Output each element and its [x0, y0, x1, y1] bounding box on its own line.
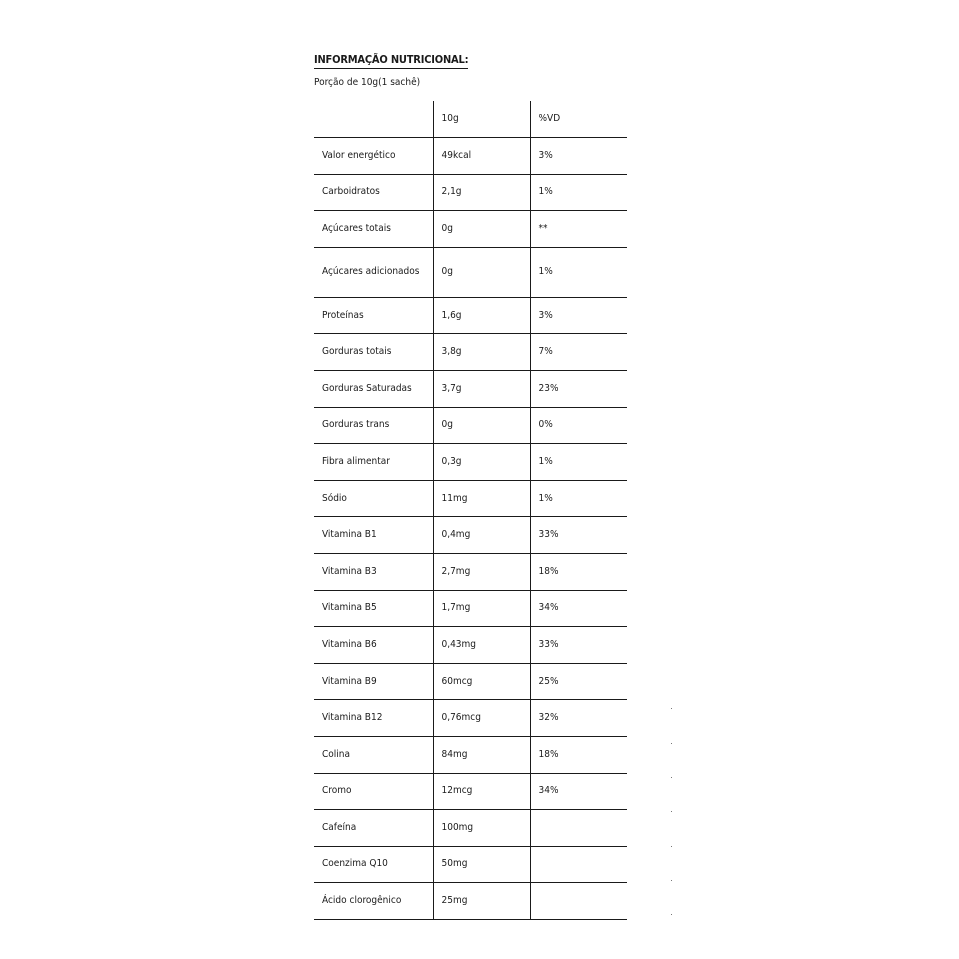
nutrient-daily-value: 3%: [530, 297, 627, 334]
nutrient-daily-value: 0%: [530, 407, 627, 444]
nutrient-daily-value: 23%: [530, 370, 627, 407]
nutrient-name: Açúcares adicionados: [314, 247, 433, 297]
nutrient-daily-value: 1%: [530, 247, 627, 297]
nutrient-name: Fibra alimentar: [314, 444, 433, 481]
dot-mark: [671, 743, 672, 744]
portion-size: Porção de 10g(1 sachê): [314, 77, 421, 88]
nutrient-amount: 84mg: [433, 736, 530, 773]
nutrient-name: Cafeína: [314, 810, 433, 847]
nutrient-amount: 0g: [433, 211, 530, 248]
nutrient-daily-value: 34%: [530, 773, 627, 810]
nutrient-amount: 1,6g: [433, 297, 530, 334]
table-row: [314, 773, 627, 810]
dot-mark: [671, 708, 672, 709]
dot-mark: [671, 811, 672, 812]
table-row: [314, 553, 627, 590]
nutrient-name: Vitamina B9: [314, 663, 433, 700]
table-row: [314, 883, 627, 920]
table-row: [314, 846, 627, 883]
nutrient-daily-value: 18%: [530, 736, 627, 773]
nutrient-name: Vitamina B5: [314, 590, 433, 627]
nutrient-name: Colina: [314, 736, 433, 773]
nutrient-name: Gorduras trans: [314, 407, 433, 444]
nutrient-amount: 0,3g: [433, 444, 530, 481]
nutrient-daily-value: [530, 846, 627, 883]
table-row: [314, 211, 627, 248]
nutrient-daily-value: 34%: [530, 590, 627, 627]
nutrient-daily-value: 33%: [530, 517, 627, 554]
nutrient-name: Sódio: [314, 480, 433, 517]
nutrient-amount: 12mcg: [433, 773, 530, 810]
table-row: [314, 590, 627, 627]
nutrient-name: Gorduras totais: [314, 334, 433, 371]
nutrient-daily-value: 3%: [530, 138, 627, 175]
table-row: [314, 810, 627, 847]
table-row: [314, 736, 627, 773]
nutrient-amount: 0g: [433, 247, 530, 297]
nutrient-daily-value: [530, 810, 627, 847]
table-row: [314, 247, 627, 297]
nutrient-daily-value: 25%: [530, 663, 627, 700]
nutrient-name: Cromo: [314, 773, 433, 810]
table-row: [314, 138, 627, 175]
dot-mark: [671, 880, 672, 881]
header-daily-value: %VD: [530, 101, 627, 138]
nutrient-amount: 11mg: [433, 480, 530, 517]
nutrient-daily-value: 18%: [530, 553, 627, 590]
nutrient-name: Proteínas: [314, 297, 433, 334]
table-row: [314, 407, 627, 444]
nutrient-name: Açúcares totais: [314, 211, 433, 248]
nutrient-amount: 2,7mg: [433, 553, 530, 590]
table-row: [314, 370, 627, 407]
table-row: [314, 663, 627, 700]
dot-mark: [671, 777, 672, 778]
dot-mark: [671, 846, 672, 847]
header-nutrient: [314, 101, 433, 138]
nutrient-amount: 1,7mg: [433, 590, 530, 627]
nutrient-daily-value: 1%: [530, 174, 627, 211]
nutrition-title: INFORMAÇÃO NUTRICIONAL:: [314, 53, 468, 69]
nutrient-amount: 0,43mg: [433, 627, 530, 664]
nutrition-table: [314, 101, 627, 920]
nutrient-daily-value: [530, 883, 627, 920]
table-row: [314, 700, 627, 737]
nutrient-amount: 0,4mg: [433, 517, 530, 554]
nutrient-amount: 2,1g: [433, 174, 530, 211]
table-row: [314, 517, 627, 554]
table-row: [314, 174, 627, 211]
nutrient-daily-value: **: [530, 211, 627, 248]
nutrient-amount: 25mg: [433, 883, 530, 920]
nutrient-name: Coenzima Q10: [314, 846, 433, 883]
nutrient-daily-value: 1%: [530, 480, 627, 517]
nutrient-daily-value: 32%: [530, 700, 627, 737]
nutrient-amount: 100mg: [433, 810, 530, 847]
table-row: [314, 480, 627, 517]
table-row: [314, 297, 627, 334]
nutrient-name: Gorduras Saturadas: [314, 370, 433, 407]
nutrient-amount: 0,76mcg: [433, 700, 530, 737]
table-row: [314, 444, 627, 481]
nutrient-amount: 49kcal: [433, 138, 530, 175]
nutrient-amount: 3,8g: [433, 334, 530, 371]
table-header-row: [314, 101, 627, 138]
dot-mark: [671, 914, 672, 915]
nutrient-daily-value: 1%: [530, 444, 627, 481]
nutrient-amount: 50mg: [433, 846, 530, 883]
nutrient-name: Vitamina B1: [314, 517, 433, 554]
nutrient-name: Vitamina B12: [314, 700, 433, 737]
nutrient-amount: 0g: [433, 407, 530, 444]
nutrient-name: Carboidratos: [314, 174, 433, 211]
table-row: [314, 627, 627, 664]
nutrient-amount: 3,7g: [433, 370, 530, 407]
nutrient-amount: 60mcg: [433, 663, 530, 700]
nutrient-name: Vitamina B3: [314, 553, 433, 590]
header-amount: 10g: [433, 101, 530, 138]
nutrient-name: Vitamina B6: [314, 627, 433, 664]
nutrient-daily-value: 7%: [530, 334, 627, 371]
nutrient-daily-value: 33%: [530, 627, 627, 664]
table-row: [314, 334, 627, 371]
nutrient-name: Valor energético: [314, 138, 433, 175]
nutrient-name: Ácido clorogênico: [314, 883, 433, 920]
